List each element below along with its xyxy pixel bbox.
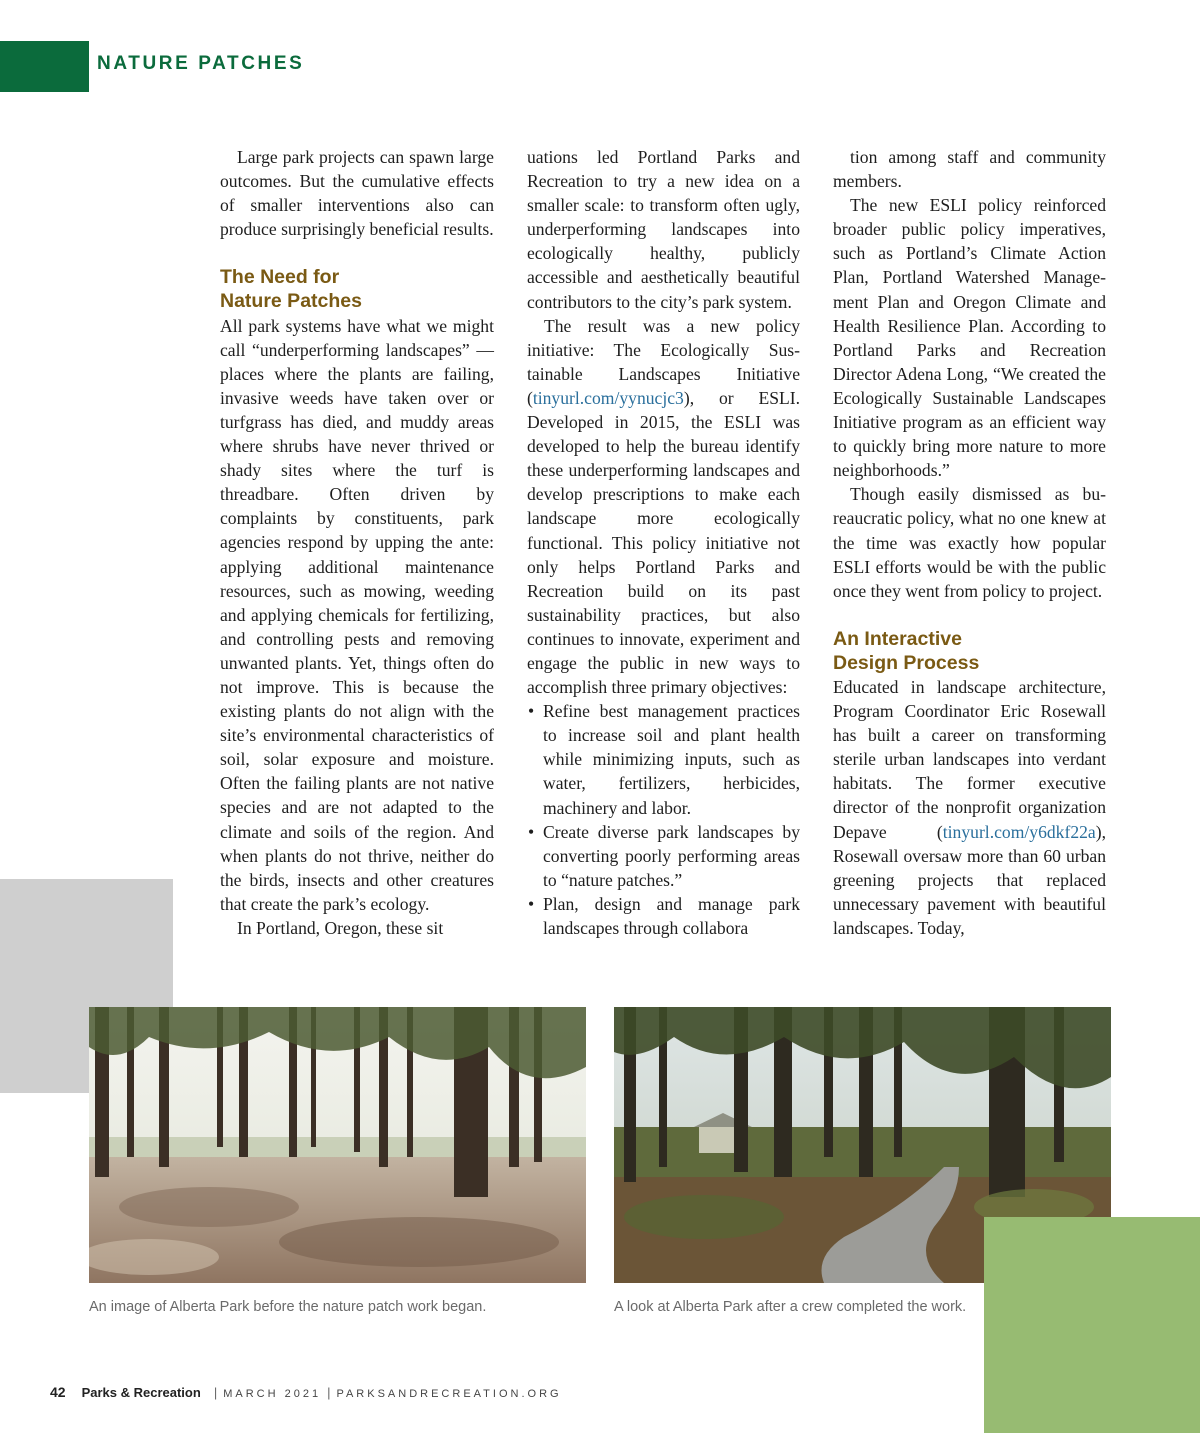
body-paragraph: In Portland, Oregon, these sit [237,917,444,938]
intro-paragraph: Large park projects can spawn large outcomes. But the cumulative effects of smaller interventions also can produce surprisingly beneficial results. [220,147,494,240]
body-paragraph: All park systems have what we might call “underperforming landscapes” — places where the plants are failing, invasive weeds have taken over or turfgrass has died, and muddy areas where shrubs have never thrived or shady sites where the turf is threadbare. Often driven by complaints by constituents, park agencies respond by upping the ante: applying additional maintenance resources, such as mowing, weeding and applying chemicals for fertilizing, and controlling pests and removing unwanted plants. Yet, things often do not improve. This is because the existing plants do not align with the site’s environmental characteristics of soil, solar exposure and moisture. Often the failing plants are not native species and are not adapted to the climate and soils of the region. And when plants do not thrive, neither do the birds, insects and other creatures that create the park’s ecology. [220,315,494,914]
section-heading-need [220,265,494,313]
heading-line: Nature Patches [220,290,362,313]
body-paragraph: uations led Portland Parks and Recreation to try a new idea on a smaller scale: to transform often ugly, underperforming landscapes into ecologically healthy, publicly accessible and aesthetically beautiful contributors to the city’s park system. [527,147,800,312]
text-span: The result was a new policy initiative: The Ecologically Sustainable Landscapes Initiative ( [527,315,800,408]
text-span: Educated in landscape architecture, Program Coordinator Eric Rosewall has built a career on transforming sterile urban landscapes into verdant habitats. The former executive director of the nonprofit organization Depave ( [833,676,1106,842]
body-paragraph: Though easily dismissed as bureaucratic policy, what no one knew at the time was exactly how popular ESLI efforts would be with the public once they went from policy to project. [833,484,1106,601]
publication-name: Parks & Recreation [81,1385,201,1400]
park-before-illustration [89,1007,586,1283]
depave-link[interactable]: tinyurl.com/y6dkf22a [942,821,1096,842]
photo-before [89,1007,586,1283]
objectives-list [527,699,800,940]
page-number: 42 [50,1384,66,1400]
issue-date: MARCH 2021 [223,1388,322,1400]
text-column-1 [220,145,494,940]
text-span: ), Rosewall oversaw more than 60 urban greening projects that replaced unnecessary pavement with beautiful landscapes. Today, [833,821,1106,938]
text-column-3 [833,145,1106,940]
heading-line: Design Process [833,651,980,674]
photo-caption-before: An image of Alberta Park before the nature patch work began. [89,1299,487,1315]
text-span: ), or ESLI. Developed in 2015, the ESLI was developed to help the bureau identify these underperforming landscapes and develop prescriptions to make each landscape more ecologically functional. This policy initiative not only helps Portland Parks and Recreation build on its past sustainability practices, but also continues to innovate, experiment and engage the public in new ways to accomplish three primary objectives: [527,387,800,698]
heading-line: The Need for [220,266,340,289]
body-paragraph: The new ESLI policy reinforced broader public policy imperatives, such as Portland’s Climate Action Plan, Portland Watershed Management Plan and Oregon Climate and Health Resilience Plan. According to Portland Parks and Recreation Director Adena Long, “We created the Ecologically Sustainable Landscapes Initiative program as an efficient way to quickly bring more nature to more neighborhoods.” [833,195,1106,481]
decorative-green-block [984,1217,1200,1433]
list-item: • Plan, design and manage park landscapes through collabora [527,892,800,940]
website: PARKSANDRECREATION.ORG [336,1388,562,1400]
photo-caption-after: A look at Alberta Park after a crew completed the work. [614,1299,967,1315]
text-column-2 [527,145,800,940]
body-paragraph: tion among staff and community members. [833,147,1106,192]
footer-separator: | [213,1385,218,1400]
footer-separator: | [327,1385,331,1400]
body-paragraph [527,314,800,700]
heading-line: An Interactive [833,627,962,650]
esli-link[interactable]: tinyurl.com/yynucjc3 [532,387,684,408]
list-item: • Refine best management practices to increase soil and plant health while minimizing inputs, such as water, fertilizers, herbicides, machinery and labor. [527,699,800,819]
body-paragraph [833,675,1106,940]
list-item: • Create diverse park landscapes by converting poorly performing areas to “nature patches.” [527,820,800,892]
page-footer [50,1384,562,1400]
header-color-block [0,41,89,92]
section-heading-design [833,627,1106,675]
section-title: NATURE PATCHES [97,53,305,74]
